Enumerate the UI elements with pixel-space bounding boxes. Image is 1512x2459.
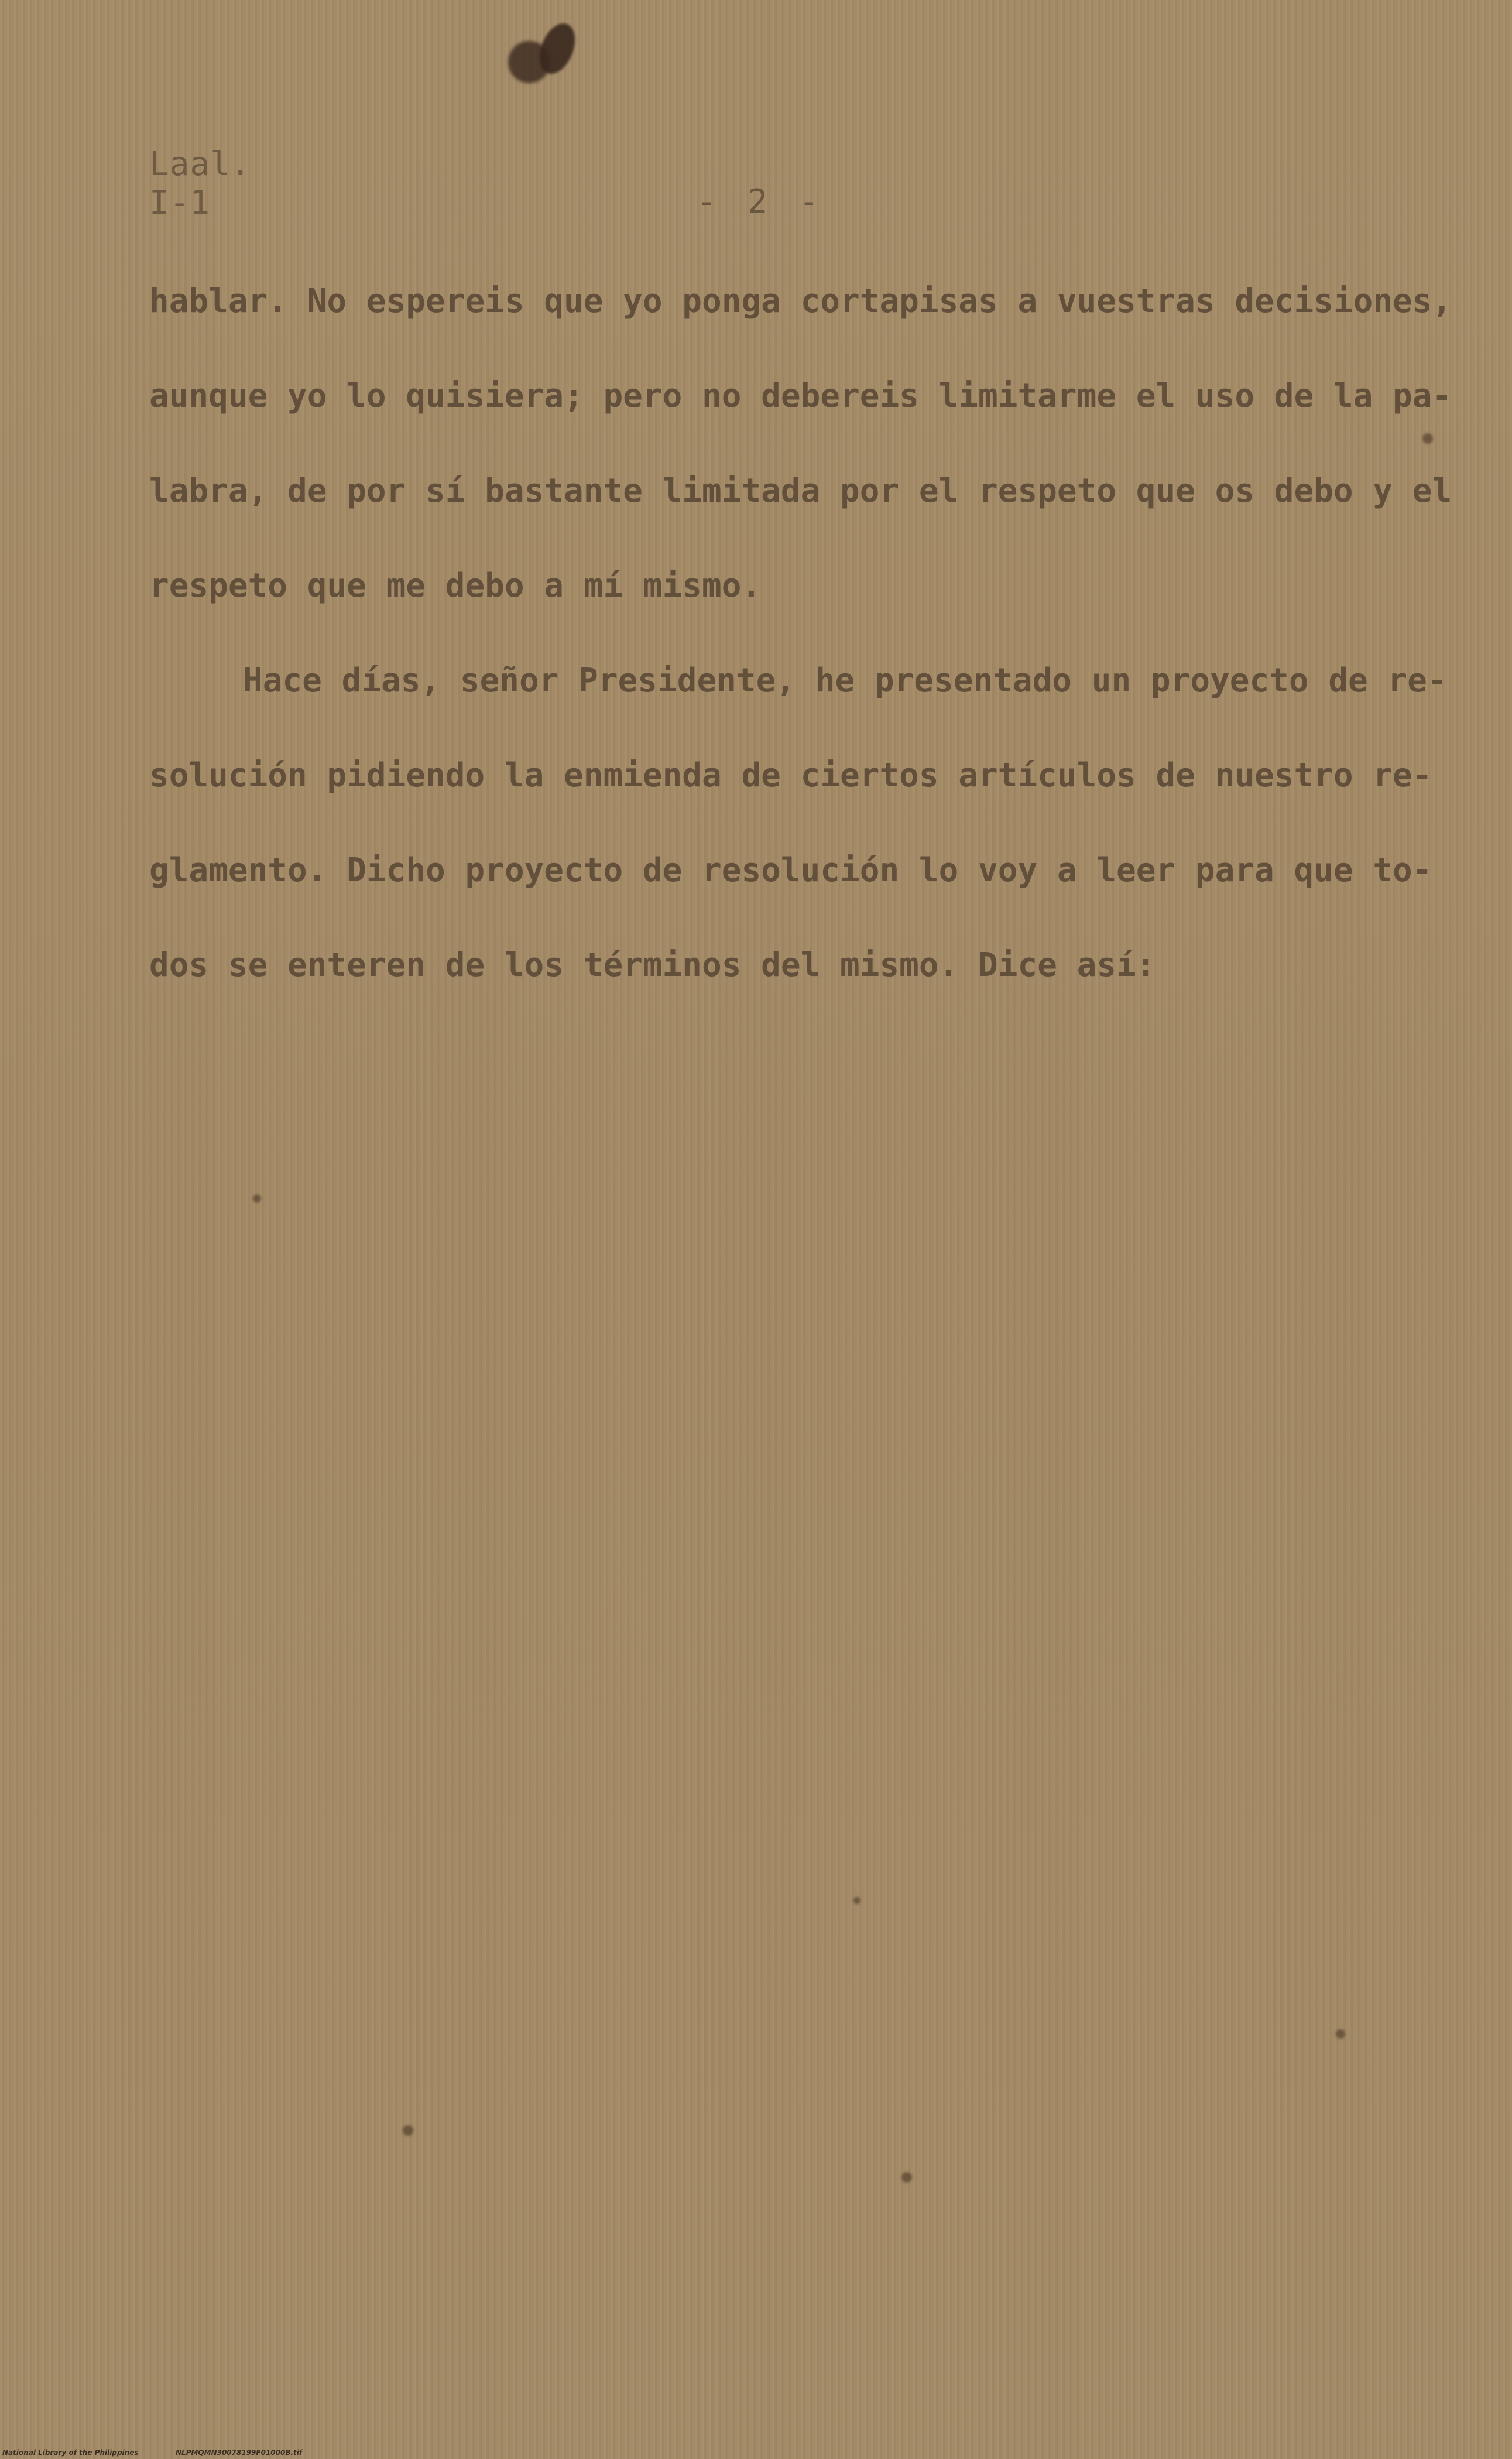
paper-speck [901, 2172, 912, 2183]
text-line: hablar. No espereis que yo ponga cortapisas a vuestras decisiones, [149, 282, 1452, 320]
library-credit: National Library of the Philippines [2, 2448, 139, 2457]
reference-line-1: Laal. [149, 145, 251, 183]
paper-speck [1422, 433, 1433, 444]
text-line: dos se enteren de los términos del mismo. Dice así: [149, 946, 1156, 984]
text-line: solución pidiendo la enmienda de ciertos artículos de nuestro re- [149, 756, 1432, 794]
text-line: aunque yo lo quisiera; pero no debereis limitarme el uso de la pa- [149, 377, 1452, 415]
text-line: labra, de por sí bastante limitada por el respeto que os debo y el [149, 472, 1452, 510]
scan-file-name: NLPMQMN30078199F01000B.tif [176, 2448, 303, 2457]
text-line: respeto que me debo a mí mismo. [149, 567, 762, 605]
text-line: Hace días, señor Presidente, he presentado un proyecto de re- [243, 662, 1447, 700]
ink-blot [508, 41, 550, 83]
reference-line-2: I-1 [149, 184, 211, 222]
text-line: glamento. Dicho proyecto de resolución lo voy a leer para que to- [149, 851, 1432, 889]
scan-footer [0, 2446, 1512, 2459]
document-reference [149, 145, 251, 222]
paper-speck [403, 2125, 413, 2136]
paper-speck [1336, 2029, 1345, 2039]
paper-speck [853, 1897, 860, 1904]
paper-speck [253, 1194, 261, 1203]
page-number: - 2 - [697, 183, 825, 221]
